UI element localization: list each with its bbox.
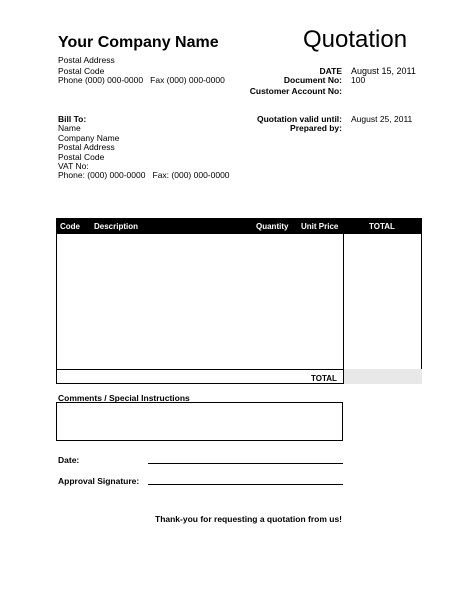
customer-account-label: Customer Account No: <box>249 86 342 96</box>
document-title: Quotation <box>303 26 408 53</box>
bill-to-company: Company Name <box>58 133 120 143</box>
date-label: DATE <box>319 66 342 76</box>
bill-to-address: Postal Address <box>58 142 115 152</box>
signoff-date-line[interactable] <box>148 463 343 464</box>
thank-you-message: Thank-you for requesting a quotation from us! <box>155 514 342 524</box>
bill-to-name: Name <box>58 123 81 133</box>
grand-total-cell[interactable] <box>343 369 422 384</box>
bill-to-postal-code: Postal Code <box>58 152 105 162</box>
items-table-header <box>57 219 421 234</box>
column-header-unit-price: Unit Price <box>301 222 339 231</box>
column-header-code: Code <box>60 222 80 231</box>
items-table <box>56 218 422 384</box>
company-phone-fax: Phone (000) 000-0000 Fax (000) 000-0000 <box>58 75 225 85</box>
signoff-date-label: Date: <box>58 455 80 465</box>
prepared-by-label: Prepared by: <box>290 123 342 133</box>
comments-label: Comments / Special Instructions <box>58 393 190 403</box>
total-column-divider <box>343 234 344 370</box>
comments-field[interactable] <box>56 402 343 441</box>
grand-total-label: TOTAL <box>311 374 337 383</box>
valid-until-label: Quotation valid until: <box>257 114 342 124</box>
date-value: August 15, 2011 <box>351 66 416 76</box>
valid-until-value: August 25, 2011 <box>351 114 413 124</box>
bill-to-vat: VAT No: <box>58 161 89 171</box>
company-name: Your Company Name <box>58 34 219 51</box>
bill-to-label: Bill To: <box>58 114 87 124</box>
document-number-value: 100 <box>351 75 366 85</box>
column-header-quantity: Quantity <box>256 222 289 231</box>
column-header-description: Description <box>94 222 139 231</box>
document-number-label: Document No: <box>283 75 342 85</box>
approval-signature-line[interactable] <box>148 484 343 485</box>
column-header-total: TOTAL <box>369 222 395 231</box>
company-address: Postal Address <box>58 55 115 65</box>
company-postal-code: Postal Code <box>58 66 105 76</box>
approval-signature-label: Approval Signature: <box>58 476 140 486</box>
bill-to-phone-fax: Phone: (000) 000-0000 Fax: (000) 000-0000 <box>58 170 230 180</box>
